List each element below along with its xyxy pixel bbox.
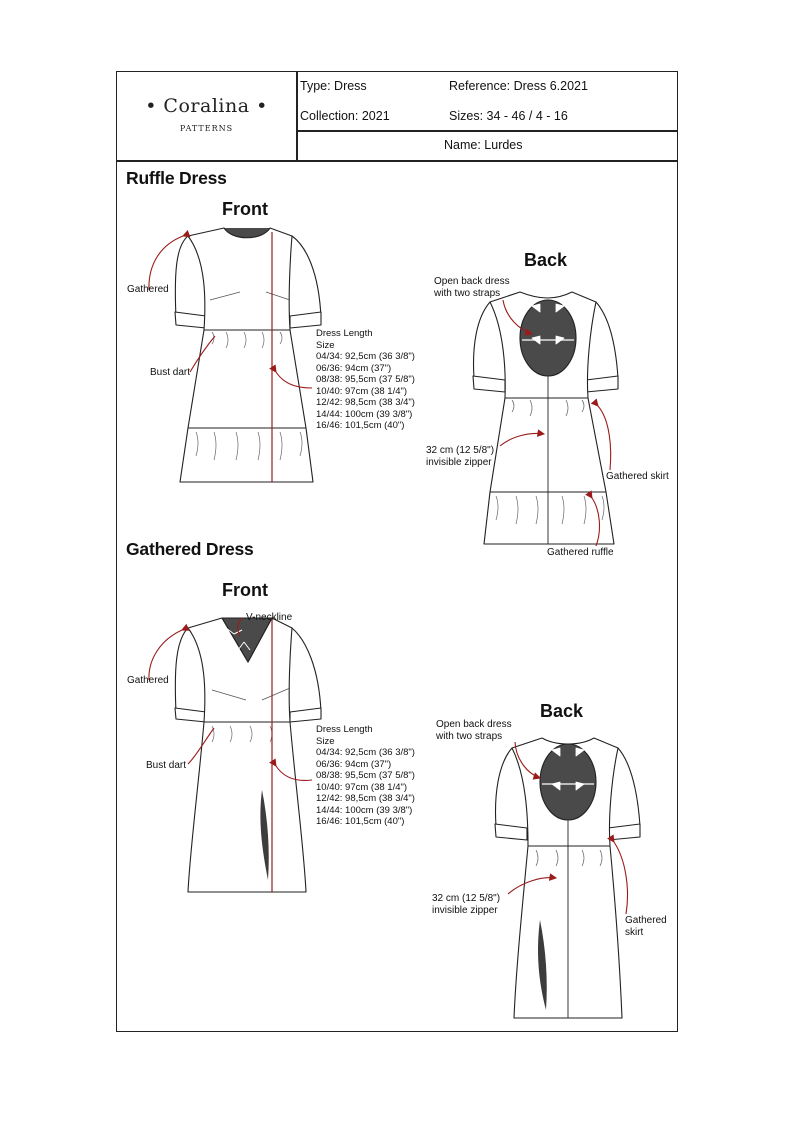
gathered-open-back-label: Open back dress with two straps: [436, 719, 512, 742]
gathered-dress-length-table: [316, 724, 415, 828]
gathered-back-open-back: [540, 744, 596, 820]
ruffle-front-title: Front: [222, 199, 268, 219]
dress-length-heading: Dress Length: [316, 724, 373, 735]
gathered-back-title: Back: [540, 701, 584, 721]
reference-field: Reference: Dress 6.2021: [449, 79, 588, 93]
gathered-front-dress-sketch: [175, 618, 321, 892]
v-neckline-label: V-neckline: [246, 612, 293, 623]
gathered-skirt-label: Gathered skirt: [625, 915, 667, 938]
sizes-field: Sizes: 34 - 46 / 4 - 16: [449, 109, 568, 123]
ruffle-back-open-back: [520, 300, 576, 376]
ruffle-front-dress-sketch: [175, 228, 321, 482]
brand-subtitle: PATTERNS: [179, 124, 234, 133]
ruffle-front-skirt: [188, 330, 306, 428]
dress-length-size-label: Size: [316, 339, 335, 351]
type-field: Type: Dress: [300, 79, 367, 93]
ruffle-front-ruffle: [180, 428, 313, 482]
dress-length-row: 06/36: 94cm (37"): [316, 758, 392, 770]
gathered-gathered-label: Gathered: [127, 675, 169, 686]
ruffle-open-back-label: Open back dress with two straps: [434, 276, 510, 299]
name-field: Name: Lurdes: [444, 138, 523, 152]
gathered-bust-dart-label: Bust dart: [146, 760, 187, 771]
gathered-front-title: Front: [222, 580, 268, 600]
dress-length-heading: Dress Length: [316, 328, 373, 339]
dress-length-row: 10/40: 97cm (38 1/4"): [316, 781, 408, 793]
dress-length-row: 04/34: 92,5cm (36 3/8"): [316, 351, 415, 362]
ruffle-zipper-label: 32 cm (12 5/8") invisible zipper: [426, 445, 495, 468]
dress-length-row: 12/42: 98,5cm (38 3/4"): [316, 397, 415, 408]
ruffle-gathered-skirt-label: Gathered skirt: [606, 471, 669, 482]
dress-length-row: 12/42: 98,5cm (38 3/4"): [316, 793, 415, 804]
gathered-zipper-label: 32 cm (12 5/8") invisible zipper: [432, 893, 501, 916]
dress-length-row: 08/38: 95,5cm (37 5/8"): [316, 770, 415, 781]
arrow-gathered-skirt: [614, 842, 628, 914]
dress-length-size-label: Size: [316, 735, 335, 747]
ruffle-gathered-label: Gathered: [127, 284, 169, 295]
ruffle-dress-length-table: [316, 328, 415, 432]
ruffle-dress-title: Ruffle Dress: [126, 168, 227, 188]
gathered-back-dress-sketch: [495, 738, 640, 1018]
dress-length-row: 14/44: 100cm (39 3/8"): [316, 408, 413, 420]
dress-length-row: 08/38: 95,5cm (37 5/8"): [316, 374, 415, 385]
dress-length-row: 16/46: 101,5cm (40"): [316, 420, 405, 431]
dress-length-row: 16/46: 101,5cm (40"): [316, 816, 405, 827]
dress-length-row: 14/44: 100cm (39 3/8"): [316, 804, 413, 816]
ruffle-gathered-ruffle-label: Gathered ruffle: [547, 547, 614, 558]
dress-length-row: 06/36: 94cm (37"): [316, 362, 392, 374]
collection-field: Collection: 2021: [300, 109, 390, 123]
ruffle-bust-dart-label: Bust dart: [150, 367, 191, 378]
ruffle-back-ruffle: [484, 492, 614, 544]
gathered-dress-title: Gathered Dress: [126, 539, 254, 559]
ruffle-back-title: Back: [524, 250, 568, 270]
dress-length-row: 10/40: 97cm (38 1/4"): [316, 385, 408, 397]
dress-length-row: 04/34: 92,5cm (36 3/8"): [316, 747, 415, 758]
gathered-front-skirt: [188, 722, 306, 892]
brand-name: • Coralina •: [145, 95, 268, 117]
